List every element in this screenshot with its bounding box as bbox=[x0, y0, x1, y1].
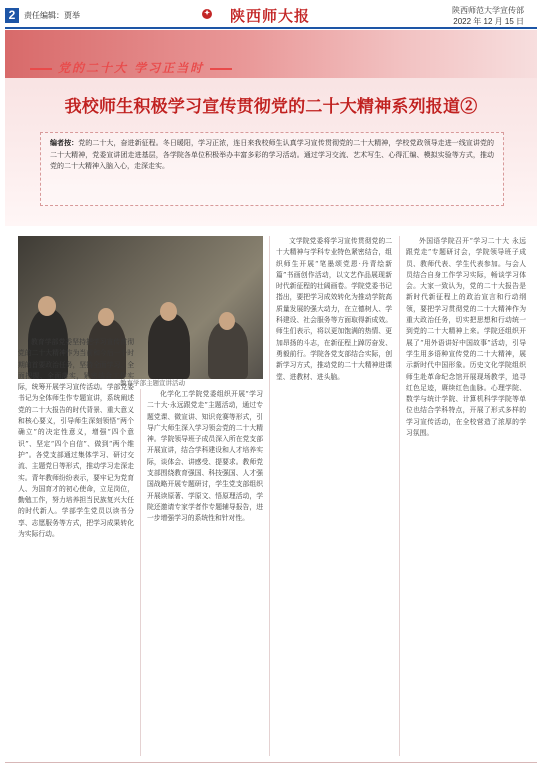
article-column-4: 外国语学院召开“学习二十大 永远跟党走”专题研讨会，学院领导班子成员、教师代表、学生代表参加。与会人员结合自身工作学习实际，畅谈学习体会。大家一致认为，党的二十大报告是新时代新征程上的政治宣言和行动纲领，要把学习贯彻党的二十大精神作为重大政治任务，切实把思想和行动统一到党的二十大精神上来。学院还组织开展了“用外语讲好中国故事”活动，引导学生用多语种宣传党的二十大精神，展示新时代中国形象。历史文化学院组织师生赴革命纪念馆开展现场教学，追寻红色足迹，赓续红色血脉。心理学院、数学与统计学院、计算机科学学院等单位也结合学科特点，开展了形式多样的学习宣传活动，在全校营造了浓厚的学习氛围。 bbox=[406, 237, 526, 438]
photo-figure bbox=[148, 313, 190, 379]
photo-caption: 教育学部主题宣讲活动 bbox=[120, 380, 185, 387]
section-editor: 责任编辑：贾举 bbox=[24, 11, 80, 20]
photo-figure-head bbox=[38, 296, 56, 316]
editors-note-text: 党的二十大，奋进新征程。冬日暖阳，学习正浓，连日来我校师生认真学习宣传贯彻党的二十大精神，学校党政领导走进一线宣讲党的二十大精神，党委宣讲团走进基层，各学院各单位积极举办丰富多彩的学习活动。通过学习交流、艺术写生、心得汇编、模拟实验等方式，推动党的二十大精神入脑入心，走深走实。 bbox=[50, 139, 495, 171]
footer-divider bbox=[5, 762, 537, 763]
issue-date: 2022 年 12 月 15 日 bbox=[453, 17, 524, 26]
publisher: 陕西师范大学宣传部 bbox=[452, 6, 524, 15]
column-divider bbox=[399, 236, 400, 756]
series-label-bar-right bbox=[210, 68, 232, 70]
page-number: 2 bbox=[5, 8, 19, 23]
article-column-2: 化学化工学院党委组织开展“学习二十大·永远跟党走”主题活动，通过专题党课、微宣讲、知识竞赛等形式，引导广大师生深入学习领会党的二十大精神。学院领导班子成员深入所在党支部开展宣讲，结合学科建设和人才培养实际，谈体会、讲感受、提要求。教师党支部围绕教育强国、科技强国、人才强国战略开展专题研讨，学生党支部组织开展读原著、学原文、悟原理活动，学院还邀请专家学者作专题辅导报告，进一步增强学习的系统性和针对性。 bbox=[147, 390, 263, 523]
photo-figure-head bbox=[160, 302, 177, 321]
series-label-text: 党的二十大 学习正当时 bbox=[58, 61, 205, 75]
masthead-title: 陕西师大报 bbox=[229, 7, 310, 25]
photo-figure-head bbox=[98, 308, 114, 326]
editors-note bbox=[50, 137, 494, 173]
column-divider bbox=[269, 236, 270, 756]
column-divider bbox=[140, 389, 141, 756]
series-label-bar-left bbox=[30, 68, 52, 70]
series-label bbox=[24, 59, 238, 76]
article-column-3: 文学院党委将学习宣传贯彻党的二十大精神与学科专业特色紧密结合，组织师生开展“笔墨颂党恩·丹青绘新篇”书画创作活动，以文艺作品展现新时代新征程的壮阔画卷。学院党委书记指出，要把学习成效转化为推动学院高质量发展的强大动力，在立德树人、学科建设、社会服务等方面取得新成效。师生们表示，将以更加饱满的热情、更加昂扬的斗志，在新征程上踔厉奋发、勇毅前行。学院各党支部结合实际，创新学习方式，推动党的二十大精神进课堂、进教材、进头脑。 bbox=[276, 237, 392, 381]
header-divider bbox=[5, 27, 537, 29]
article-column-1: 教育学部党委坚持把学习宣传贯彻党的二十大精神作为当前和今后一个时期的首要政治任务，坚持全面学习、全面把握、全面落实，紧密结合工作实际，统筹开展学习宣传活动。学部党委书记为全体师生作专题宣讲，系统阐述党的二十大报告的时代背景、重大意义和核心要义，引导师生深刻领悟“两个确立”的决定性意义，增强“四个意识”、坚定“四个自信”、做到“两个维护”。各党支部通过集体学习、研讨交流、主题党日等形式，推动学习走深走实。青年教师纷纷表示，要牢记为党育人、为国育才的初心使命，立足岗位，勤勉工作，努力培养担当民族复兴大任的时代新人。学部学生党员以读书分享、志愿服务等方式，把学习成果转化为实际行动。 bbox=[18, 338, 134, 539]
photo-figure-head bbox=[219, 312, 235, 330]
masthead-logo-icon: ✦ bbox=[202, 9, 212, 19]
editors-note-label: 编者按： bbox=[50, 138, 79, 147]
article-headline: 我校师生积极学习宣传贯彻党的二十大精神系列报道② bbox=[64, 97, 478, 117]
